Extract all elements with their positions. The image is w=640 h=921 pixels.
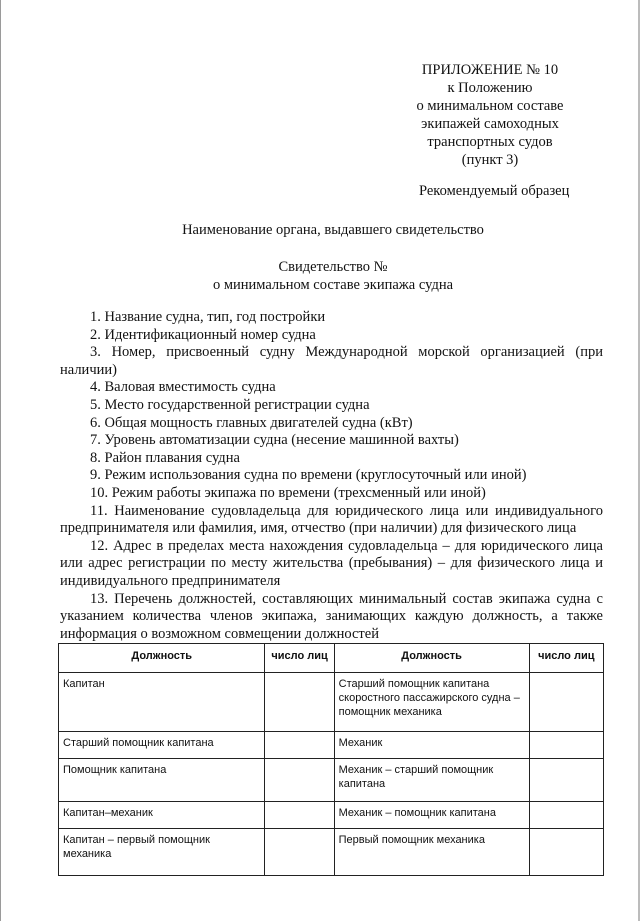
table-cell: Механик – старший помощник капитана [334, 759, 529, 802]
table-cell [265, 732, 334, 759]
list-item: 4. Валовая вместимость судна [90, 379, 276, 396]
appendix-line: к Положению [447, 80, 533, 96]
table-row [59, 673, 604, 732]
appendix-line: (пункт 3) [461, 152, 519, 168]
table-cell: Капитан – первый помощник механика [59, 829, 265, 876]
table-row [59, 759, 604, 802]
table-cell: Старший помощник капитана скоростного пассажирского судна – помощник механика [334, 673, 529, 732]
list-item: 8. Район плавания судна [90, 449, 240, 466]
appendix-line: транспортных судов [427, 134, 553, 150]
list-item: 9. Режим использования судна по времени (круглосуточный или иной) [90, 467, 527, 484]
column-header-count: число лиц [265, 644, 334, 673]
table-cell [529, 673, 603, 732]
table-cell: Капитан [59, 673, 265, 732]
certificate-heading [0, 258, 640, 294]
table-cell [529, 732, 603, 759]
list-item: 7. Уровень автоматизации судна (несение машинной вахты) [90, 432, 459, 449]
list-item: 2. Идентификационный номер судна [90, 326, 316, 343]
table-cell [529, 829, 603, 876]
table-cell [265, 759, 334, 802]
list-item: 12. Адрес в пределах места нахождения судовладельца – для юридического лица или адрес регистрации по месту жительства (пребывания) – для физического лица и индивидуального предпринимателя [60, 537, 603, 589]
table-cell [265, 673, 334, 732]
table-cell: Помощник капитана [59, 759, 265, 802]
list-item: 5. Место государственной регистрации судна [90, 396, 370, 413]
appendix-line: о минимальном составе [416, 98, 564, 114]
list-item: 1. Название судна, тип, год постройки [90, 309, 326, 325]
appendix-line: ПРИЛОЖЕНИЕ № 10 [421, 62, 559, 78]
table-cell [265, 802, 334, 829]
list-item: 3. Номер, присвоенный судну Международной морской организацией (при наличии) [60, 344, 603, 378]
column-header-position: Должность [59, 644, 265, 673]
certificate-title: Свидетельство № [278, 259, 388, 275]
list-item: 6. Общая мощность главных двигателей судна (кВт) [90, 414, 413, 431]
crew-positions-table [58, 643, 604, 876]
item-list [60, 309, 603, 643]
table-cell [529, 802, 603, 829]
table-row [59, 732, 604, 759]
table-cell: Капитан–механик [59, 802, 265, 829]
table-cell: Старший помощник капитана [59, 732, 265, 759]
issuing-authority-line: Наименование органа, выдавшего свидетельство [182, 222, 484, 238]
column-header-position: Должность [334, 644, 529, 673]
appendix-line: экипажей самоходных [421, 116, 559, 132]
table-cell: Первый помощник механика [334, 829, 529, 876]
page-edge-left [0, 0, 1, 921]
table-row [59, 802, 604, 829]
column-header-count: число лиц [529, 644, 603, 673]
table-header-row [59, 644, 604, 673]
table-cell: Механик [334, 732, 529, 759]
table-cell: Механик – помощник капитана [334, 802, 529, 829]
list-item: 13. Перечень должностей, составляющих минимальный состав экипажа судна с указанием количества членов экипажа, занимающих каждую должность, а также информация о возможном совмещении должностей [60, 590, 603, 642]
table-cell [529, 759, 603, 802]
certificate-subtitle: о минимальном составе экипажа судна [212, 277, 454, 293]
table-cell [265, 829, 334, 876]
sample-label: Рекомендуемый образец [419, 183, 570, 199]
list-item: 11. Наименование судовладельца для юридического лица или индивидуального предпринимателя или фамилия, имя, отчество (при наличии) для физического лица [60, 502, 603, 537]
table-row [59, 829, 604, 876]
list-item: 10. Режим работы экипажа по времени (трехсменный или иной) [90, 484, 486, 501]
appendix-block [380, 61, 600, 169]
